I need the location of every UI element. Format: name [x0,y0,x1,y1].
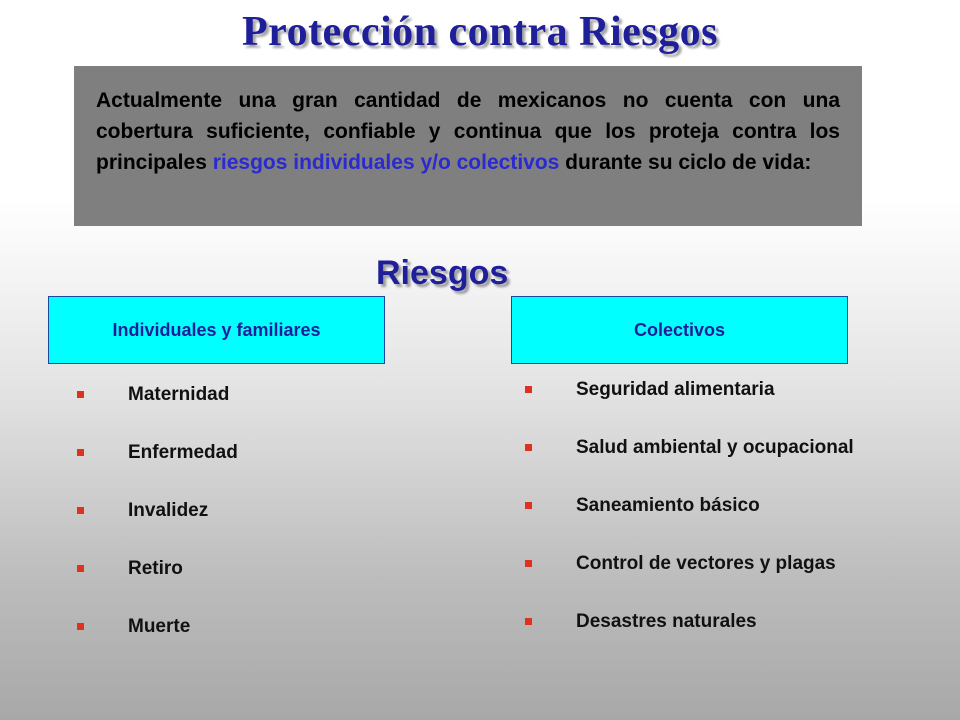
page-title: Protección contra Riesgos [242,9,718,55]
category-label-individual: Individuales y familiares [112,319,321,340]
list-item-label: Retiro [128,558,183,579]
red-square-bullet-icon [525,386,532,393]
list-item-label: Control de vectores y plagas [576,553,836,574]
list-item-label: Muerte [128,616,191,637]
list-item [128,439,408,467]
list-item-label: Saneamiento básico [576,495,760,516]
list-item [576,376,856,404]
list-item [576,550,856,578]
red-square-bullet-icon [525,502,532,509]
list-item-label: Salud ambiental y ocupacional [576,437,854,458]
collective-risk-list [576,376,856,666]
category-label-collective: Colectivos [633,319,726,340]
red-square-bullet-icon [525,618,532,625]
category-box-collective [511,296,848,364]
section-heading: Riesgos [376,254,509,292]
red-square-bullet-icon [77,449,84,456]
list-item [128,555,408,583]
red-square-bullet-icon [77,391,84,398]
list-item-label: Invalidez [128,500,209,521]
list-item [128,497,408,525]
category-box-individual [48,296,385,364]
red-square-bullet-icon [525,444,532,451]
red-square-bullet-icon [77,565,84,572]
red-square-bullet-icon [77,623,84,630]
list-item-label: Desastres naturales [576,611,757,632]
list-item [576,608,856,636]
intro-paragraph [96,85,840,178]
list-item [576,434,856,462]
individual-risk-list [128,381,408,671]
red-square-bullet-icon [525,560,532,567]
intro-box [74,66,862,226]
list-item [128,381,408,409]
list-item-label: Seguridad alimentaria [576,379,775,400]
intro-text-part1: Actualmente una gran cantidad de mexicanos no cuenta con una cobertura suficiente, confiable y continua que los proteja contra los principales [96,89,840,174]
list-item [128,613,408,641]
list-item-label: Enfermedad [128,442,238,463]
intro-text-highlight: riesgos individuales y/o colectivos [212,151,560,174]
list-item [576,492,856,520]
red-square-bullet-icon [77,507,84,514]
intro-text-part2: durante su ciclo de vida: [559,151,812,174]
list-item-label: Maternidad [128,384,230,405]
